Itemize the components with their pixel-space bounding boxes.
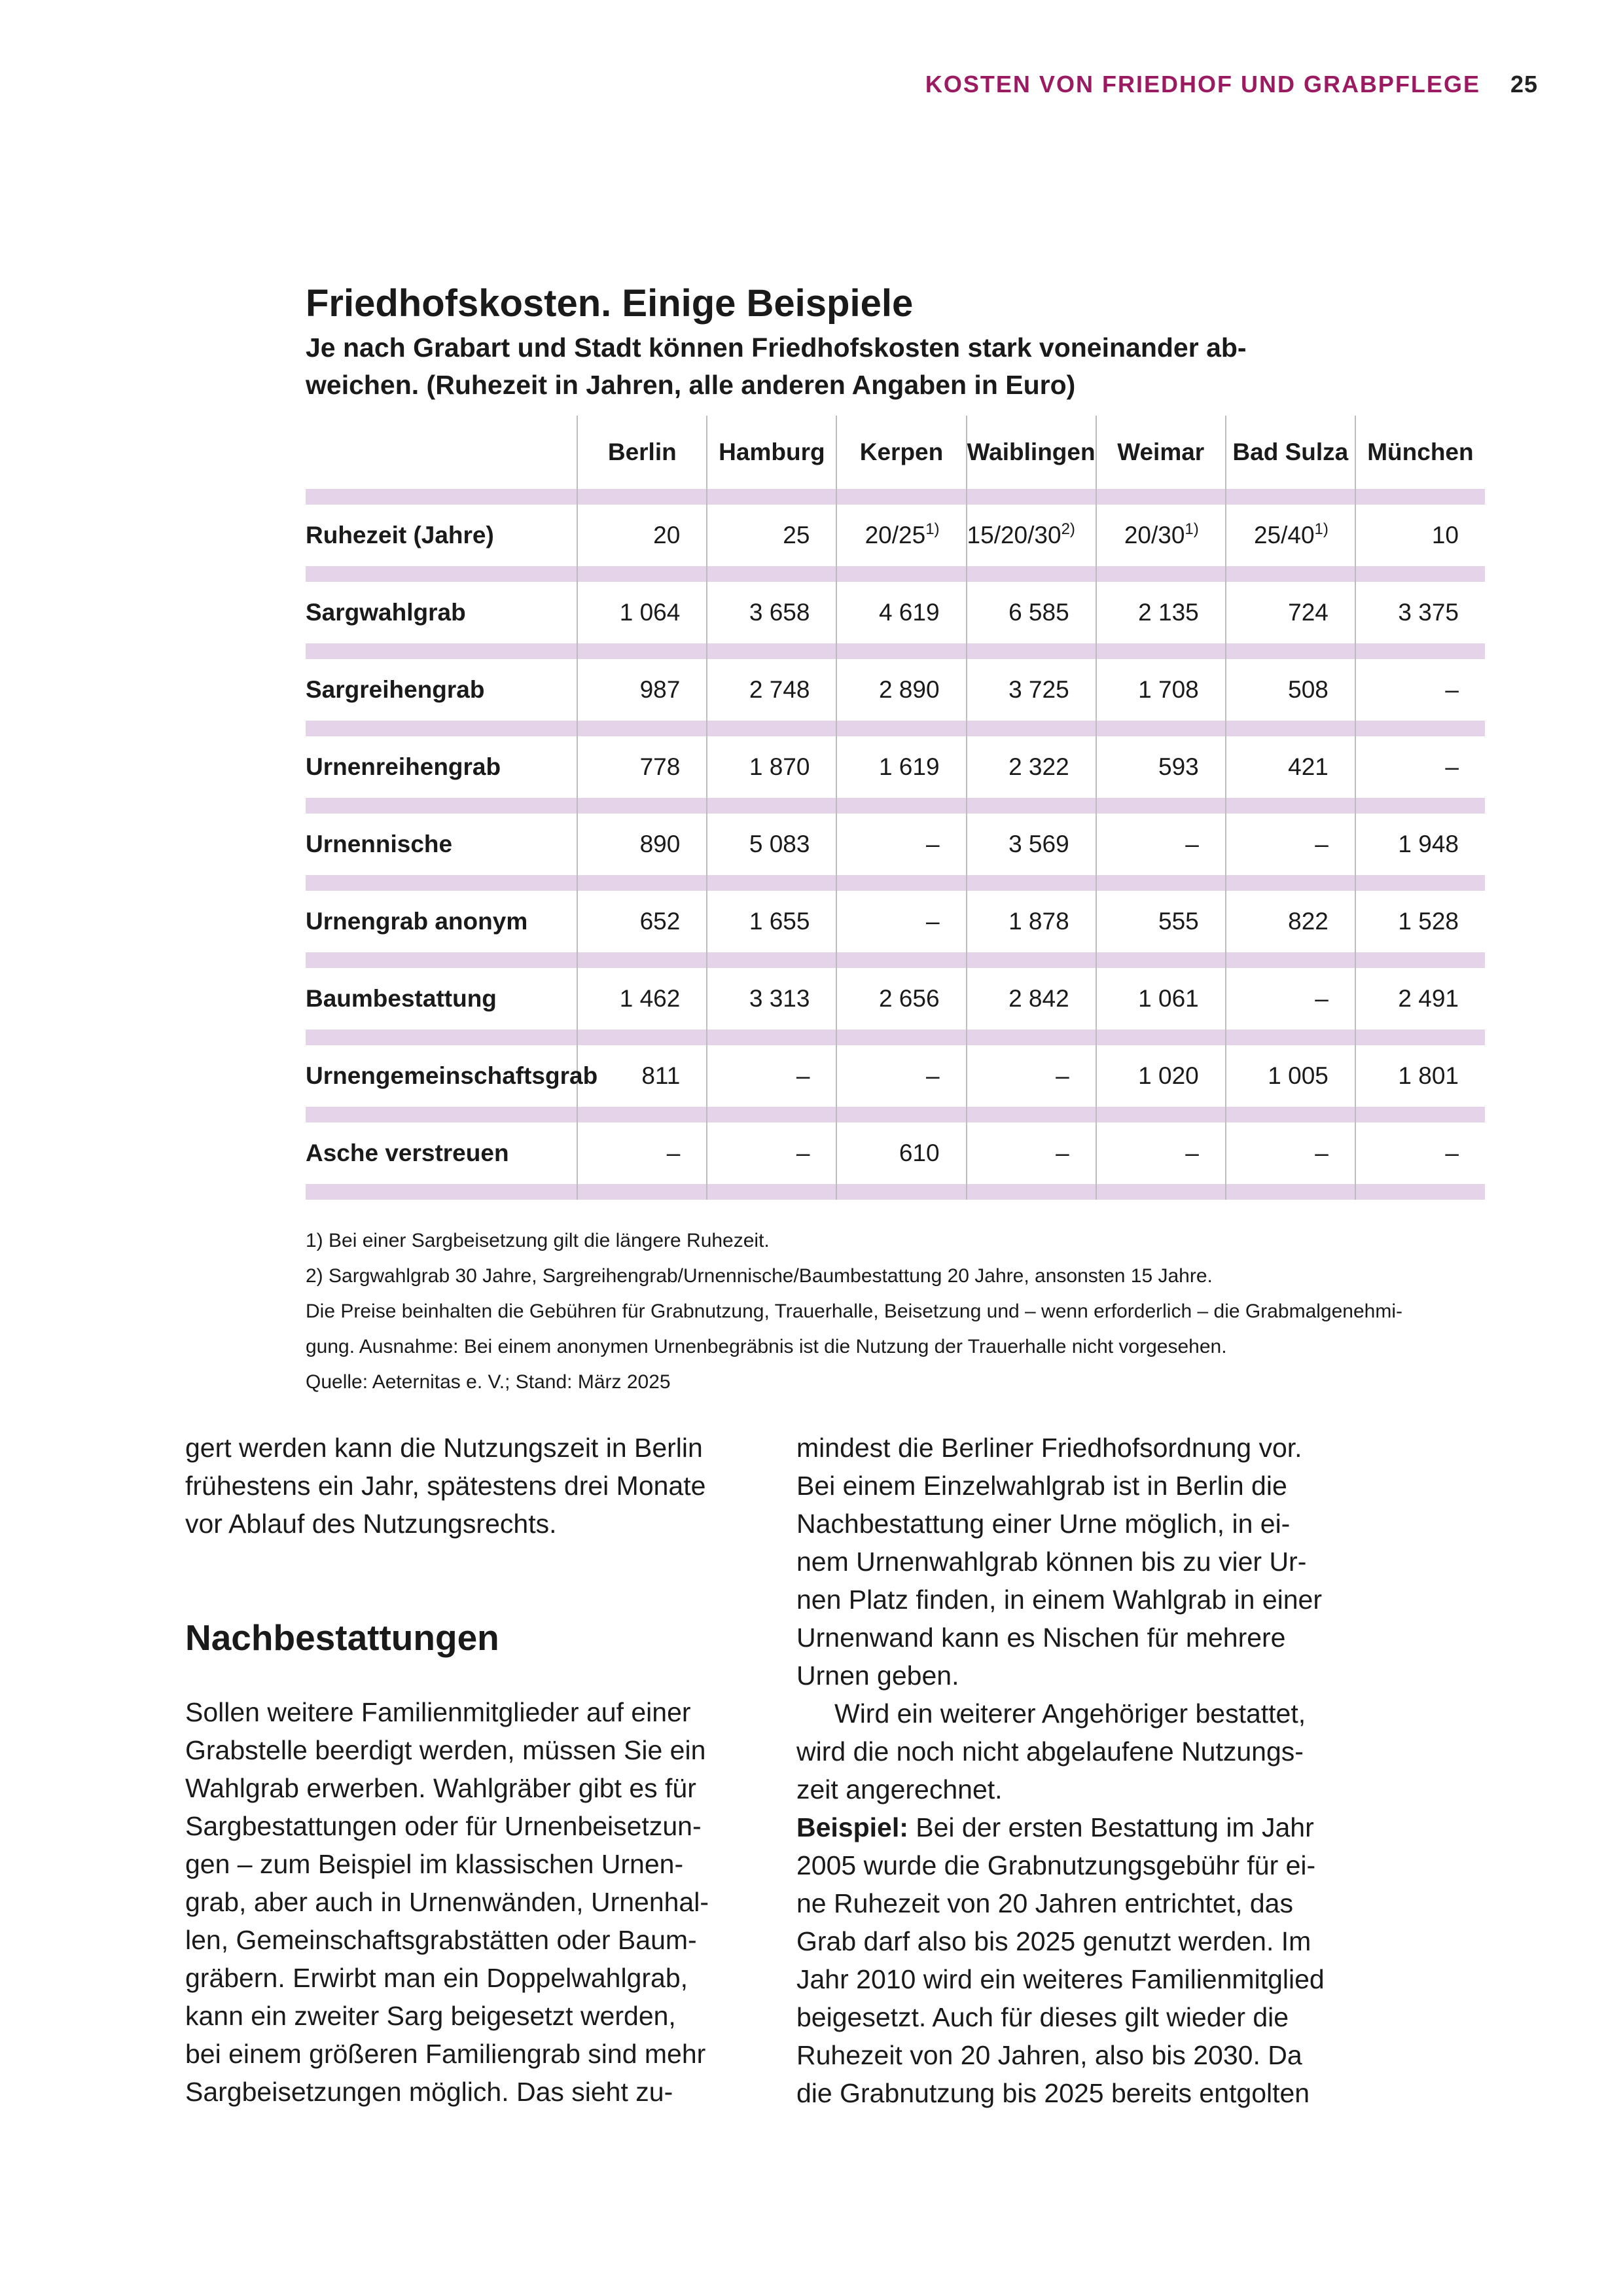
row-separator <box>306 1184 1485 1200</box>
table-cell: 822 <box>1226 891 1355 952</box>
column-header: Weimar <box>1096 416 1226 489</box>
table-cell: – <box>1096 814 1226 875</box>
table-cell: – <box>1226 968 1355 1030</box>
table-header-row <box>306 416 1485 489</box>
left-text-column <box>185 1429 761 2111</box>
row-separator <box>306 1030 1485 1045</box>
right-text-column <box>796 1429 1372 2112</box>
table-cell: – <box>1226 814 1355 875</box>
body-paragraph: Wird ein weiterer Angehöriger bestattet, wird die noch nicht abgelaufene Nutzungs- zeit angerechnet. <box>796 1698 1306 1804</box>
subtitle-line: weichen. (Ruhezeit in Jahren, alle anderen Angaben in Euro) <box>306 370 1076 400</box>
table-cell: – <box>1355 659 1485 721</box>
table-notes <box>306 1223 1485 1400</box>
table-cell: 1 061 <box>1096 968 1226 1030</box>
table-cell: 5 083 <box>707 814 836 875</box>
table-cell: – <box>1096 1122 1226 1184</box>
table-title: Friedhofskosten. Einige Beispiele <box>306 282 914 325</box>
page-number: 25 <box>1510 71 1538 98</box>
table-cell: – <box>1355 736 1485 798</box>
table-cell: 25 <box>707 505 836 566</box>
table-cell: 1 708 <box>1096 659 1226 721</box>
row-label: Urnengemeinschaftsgrab <box>306 1062 598 1089</box>
table-cell: 1 619 <box>836 736 966 798</box>
column-header: Bad Sulza <box>1226 416 1355 489</box>
body-paragraph: mindest die Berliner Friedhofsordnung vor. Bei einem Einzelwahlgrab ist in Berlin die Nachbestattung einer Urne möglich, in ei- nem Urnenwahlgrab können bis zu vier Ur- nen Platz finden, in einem Wahlgrab in einer Urnenwand kann es Nischen für mehrere Urnen geben. <box>796 1433 1323 1691</box>
column-header: Berlin <box>577 416 707 489</box>
footnote-marker: 1) <box>925 520 940 538</box>
table-cell: 2 491 <box>1355 968 1485 1030</box>
table-cell: 4 619 <box>836 582 966 643</box>
table-cell: 421 <box>1226 736 1355 798</box>
table-cell: 20 <box>577 505 707 566</box>
subtitle-line: Je nach Grabart und Stadt können Friedhofskosten stark voneinander ab- <box>306 332 1247 363</box>
table-cell: 3 658 <box>707 582 836 643</box>
table-cell: 6 585 <box>967 582 1096 643</box>
body-paragraph: Sollen weitere Familienmitglieder auf einer Grabstelle beerdigt werden, müssen Sie ein Wahlgrab erwerben. Wahlgräber gibt es für Sargbestattungen oder für Urnenbeisetzun- gen – zum Beispiel im klassischen Urnen- grab, aber auch in Urnenwänden, Urnenhal- len, Gemeinschaftsgrabstätten oder Baum- gräbern. Erwirbt man ein Doppelwahlgrab, kann ein zweiter Sarg beigesetzt werden, bei einem größeren Familiengrab sind mehr Sargbeisetzungen möglich. Das sieht zu- <box>185 1697 709 2107</box>
table-row <box>306 968 1485 1030</box>
table-cell: 1 462 <box>577 968 707 1030</box>
row-separator <box>306 875 1485 891</box>
row-label: Urnengrab anonym <box>306 908 528 935</box>
running-head <box>925 71 1538 98</box>
row-separator <box>306 489 1485 505</box>
footnote: Die Preise beinhalten die Gebühren für Grabnutzung, Trauerhalle, Beisetzung und – wenn erforderlich – die Grabmalgenehmi- <box>306 1300 1402 1322</box>
table-cell: – <box>1355 1122 1485 1184</box>
table-cell: 1 878 <box>967 891 1096 952</box>
table-cell: 811 <box>577 1045 707 1107</box>
table-cell: 1 948 <box>1355 814 1485 875</box>
table-cell: 724 <box>1226 582 1355 643</box>
row-separator <box>306 566 1485 582</box>
row-separator <box>306 952 1485 968</box>
column-header: München <box>1355 416 1485 489</box>
row-label: Sargreihengrab <box>306 676 485 703</box>
table-cell: – <box>707 1045 836 1107</box>
column-header: Waiblingen <box>967 416 1096 489</box>
row-separator <box>306 643 1485 659</box>
header-corner <box>306 416 577 489</box>
table-cell: – <box>967 1045 1096 1107</box>
table-cell: 3 375 <box>1355 582 1485 643</box>
table-cell: 15/20/30$^{2)}$ <box>967 505 1096 566</box>
row-label: Sargwahlgrab <box>306 599 466 626</box>
table-cell: 3 569 <box>967 814 1096 875</box>
section-heading: Nachbestattungen <box>185 1617 499 1658</box>
table-row <box>306 1122 1485 1184</box>
table-cell: 20/30$^{1)}$ <box>1096 505 1226 566</box>
source-note: Quelle: Aeternitas e. V.; Stand: März 2025 <box>306 1371 671 1393</box>
table-cell: 890 <box>577 814 707 875</box>
cost-table-block <box>306 278 1485 1400</box>
row-label: Urnennische <box>306 831 453 857</box>
column-header: Hamburg <box>707 416 836 489</box>
table-cell: 2 322 <box>967 736 1096 798</box>
table-cell: 987 <box>577 659 707 721</box>
row-label: Urnenreihengrab <box>306 753 501 780</box>
table-cell: – <box>836 891 966 952</box>
table-cell: 1 020 <box>1096 1045 1226 1107</box>
table-row <box>306 736 1485 798</box>
table-cell: 508 <box>1226 659 1355 721</box>
table-cell: 610 <box>836 1122 966 1184</box>
table-row <box>306 814 1485 875</box>
row-label: Asche verstreuen <box>306 1139 509 1166</box>
section-title: KOSTEN VON FRIEDHOF UND GRABPFLEGE <box>925 71 1480 98</box>
footnote: 1) Bei einer Sargbeisetzung gilt die längere Ruhezeit. <box>306 1230 770 1251</box>
table-row <box>306 659 1485 721</box>
footnote-marker: 2) <box>1061 520 1075 538</box>
table-cell: 1 801 <box>1355 1045 1485 1107</box>
example-label: Beispiel: <box>796 1812 908 1842</box>
footnote-marker: 1) <box>1185 520 1199 538</box>
intro-paragraph: gert werden kann die Nutzungszeit in Berlin frühestens ein Jahr, spätestens drei Monate vor Ablauf des Nutzungsrechts. <box>185 1433 706 1539</box>
example-paragraph: Beispiel: Bei der ersten Bestattung im Jahr 2005 wurde die Grabnutzungsgebühr für ei- ne Ruhezeit von 20 Jahren entrichtet, das Grab darf also bis 2025 genutzt werden. Im Jahr 2010 wird ein weiteres Familienmitglied beigesetzt. Auch für dieses gilt wieder die Ruhezeit von 20 Jahren, also bis 2030. Da die Grabnutzung bis 2025 bereits entgolten <box>796 1812 1325 2108</box>
table-row <box>306 891 1485 952</box>
table-row <box>306 505 1485 566</box>
table-cell: 1 005 <box>1226 1045 1355 1107</box>
table-cell: – <box>836 1045 966 1107</box>
table-cell: 25/40$^{1)}$ <box>1226 505 1355 566</box>
table-cell: 1 655 <box>707 891 836 952</box>
footnote: 2) Sargwahlgrab 30 Jahre, Sargreihengrab/Urnennische/Baumbestattung 20 Jahre, ansonsten 15 Jahre. <box>306 1265 1213 1287</box>
table-cell: 2 842 <box>967 968 1096 1030</box>
table-cell: 1 064 <box>577 582 707 643</box>
table-cell: 2 135 <box>1096 582 1226 643</box>
table-cell: 2 748 <box>707 659 836 721</box>
table-row <box>306 582 1485 643</box>
table-cell: 1 870 <box>707 736 836 798</box>
row-separator <box>306 798 1485 814</box>
table-cell: 3 313 <box>707 968 836 1030</box>
table-subtitle <box>306 329 1485 404</box>
footnote: gung. Ausnahme: Bei einem anonymen Urnenbegräbnis ist die Nutzung der Trauerhalle nicht vorgesehen. <box>306 1336 1227 1357</box>
column-header: Kerpen <box>836 416 966 489</box>
cost-table <box>306 416 1485 1200</box>
table-cell: 3 725 <box>967 659 1096 721</box>
table-cell: 555 <box>1096 891 1226 952</box>
table-cell: 778 <box>577 736 707 798</box>
table-row <box>306 1045 1485 1107</box>
table-cell: – <box>836 814 966 875</box>
table-cell: 593 <box>1096 736 1226 798</box>
table-cell: – <box>577 1122 707 1184</box>
table-cell: 1 528 <box>1355 891 1485 952</box>
row-separator <box>306 721 1485 736</box>
row-label: Ruhezeit (Jahre) <box>306 522 494 548</box>
table-cell: – <box>707 1122 836 1184</box>
row-label: Baumbestattung <box>306 985 497 1012</box>
table-cell: – <box>1226 1122 1355 1184</box>
footnote-marker: 1) <box>1314 520 1329 538</box>
table-cell: – <box>967 1122 1096 1184</box>
table-cell: 20/25$^{1)}$ <box>836 505 966 566</box>
table-cell: 2 656 <box>836 968 966 1030</box>
row-separator <box>306 1107 1485 1122</box>
table-cell: 652 <box>577 891 707 952</box>
table-cell: 10 <box>1355 505 1485 566</box>
table-cell: 2 890 <box>836 659 966 721</box>
